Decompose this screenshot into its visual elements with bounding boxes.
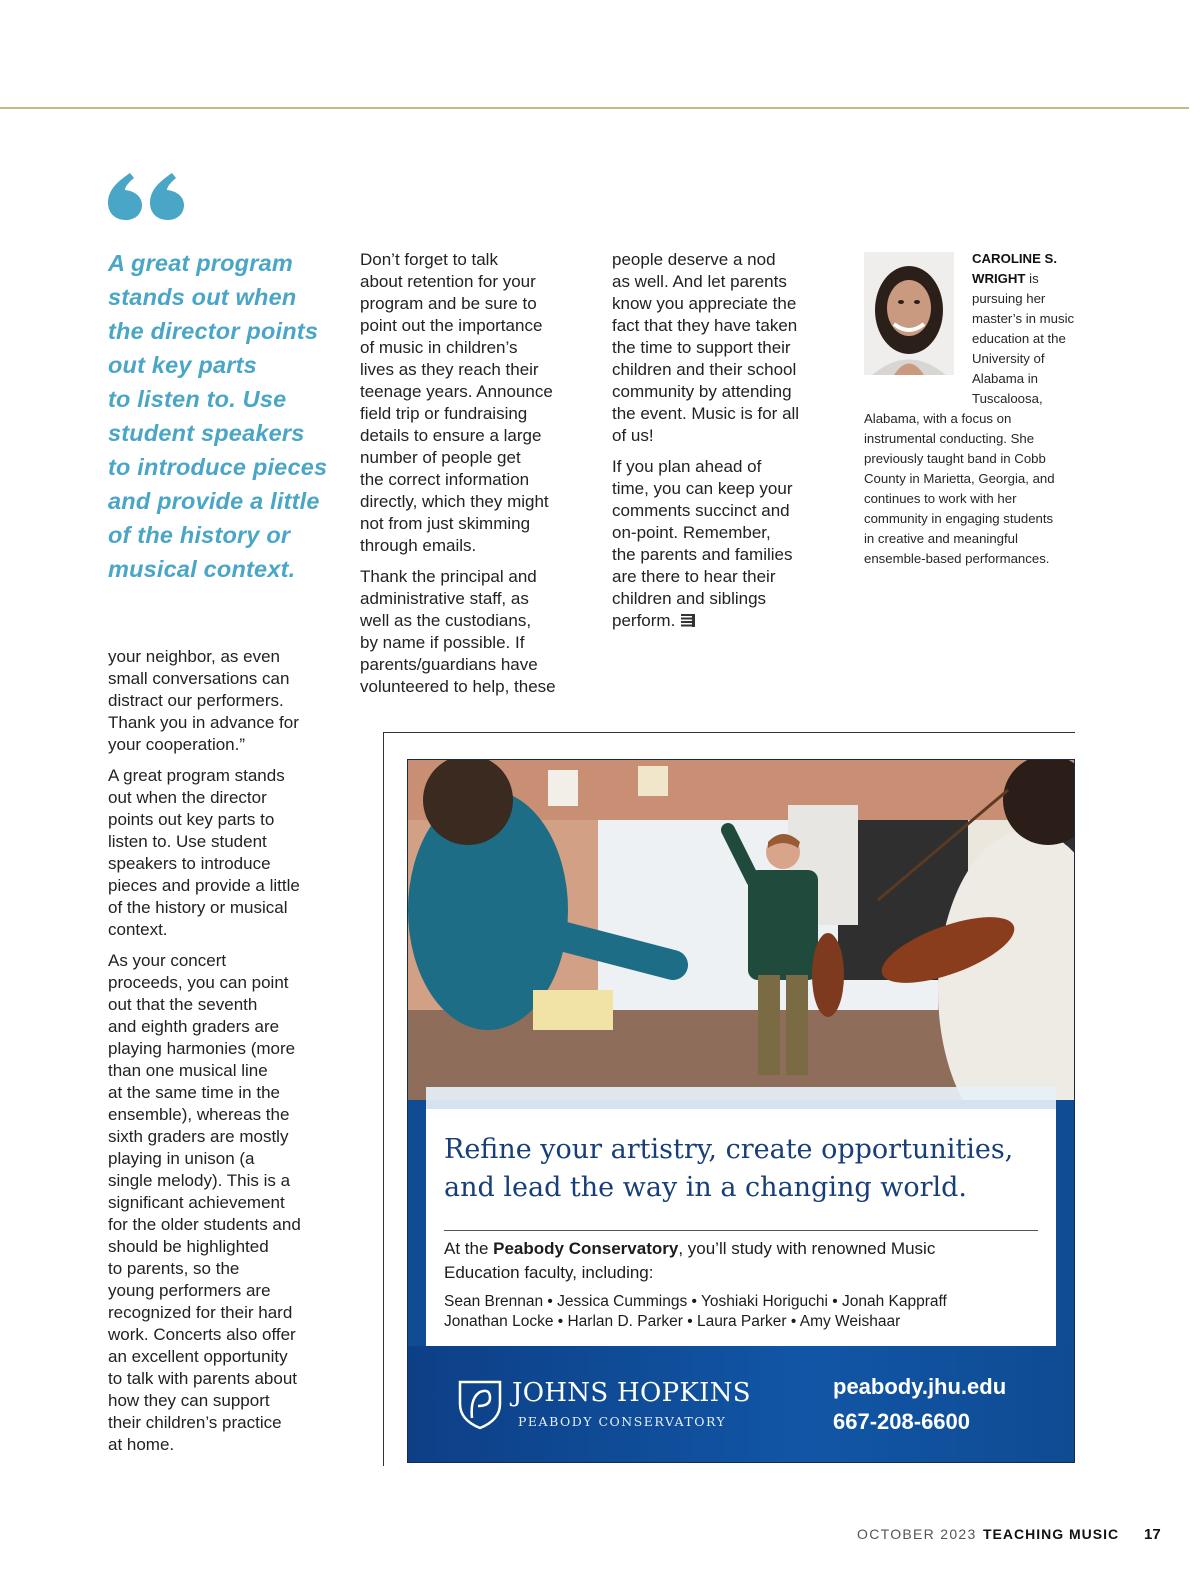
pull-quote-line: out key parts	[108, 352, 257, 378]
pull-quote	[108, 246, 340, 586]
text-line: field trip or fundraising	[360, 404, 528, 423]
paragraph	[108, 765, 343, 941]
text-line: the correct information	[360, 470, 530, 489]
text-line: playing in unison (a	[108, 1149, 255, 1168]
article-column-3	[612, 249, 852, 641]
bio-line: community in engaging students	[864, 511, 1054, 526]
text-line: proceeds, you can point	[108, 973, 289, 992]
text-line: A great program stands	[108, 766, 285, 785]
bio-line: Alabama in	[972, 371, 1038, 386]
text-line: point out the importance	[360, 316, 543, 335]
author-bio-bottom	[864, 409, 1094, 569]
bio-line: University of	[972, 351, 1045, 366]
author-name: CAROLINE S.	[972, 251, 1057, 266]
paragraph	[108, 646, 343, 756]
end-of-article-icon	[681, 614, 695, 627]
text-line: Don’t forget to talk	[360, 250, 498, 269]
text-line: teenage years. Announce	[360, 382, 553, 401]
author-photo	[864, 252, 954, 375]
bio-line: pursuing her	[972, 291, 1046, 306]
pull-quote-line: stands out when	[108, 284, 297, 310]
text-line: to talk with parents about	[108, 1369, 298, 1388]
text-line: of music in children’s	[360, 338, 518, 357]
ad-headline	[444, 1131, 1044, 1207]
text-line: how they can support	[108, 1391, 270, 1410]
text-line: As your concert	[108, 951, 227, 970]
pull-quote-line: to introduce pieces	[108, 454, 328, 480]
pull-quote-line: and provide a little	[108, 488, 320, 514]
text-line: recognized for their hard	[108, 1303, 293, 1322]
text-line: If you plan ahead of	[612, 457, 762, 476]
text-line: volunteered to help, these	[360, 677, 556, 696]
text-line: lives as they reach their	[360, 360, 539, 379]
text-end: perform.	[612, 611, 676, 630]
bio-line: ensemble-based performances.	[864, 551, 1050, 566]
ad-headline-line: and lead the way in a changing world.	[444, 1172, 968, 1203]
text-line: people deserve a nod	[612, 250, 776, 269]
page-number: 17	[1144, 1526, 1161, 1543]
ad-frame-rule	[383, 732, 1075, 733]
paragraph	[612, 456, 852, 632]
faculty-line: Jonathan Locke • Harlan D. Parker • Laura Parker • Amy Weishaar	[444, 1313, 901, 1330]
text-line: by name if possible. If	[360, 633, 525, 652]
bio-line: County in Marietta, Georgia, and	[864, 471, 1055, 486]
text-line: on-point. Remember,	[612, 523, 771, 542]
text-line: your neighbor, as even	[108, 647, 281, 666]
author-name: WRIGHT is	[972, 271, 1039, 286]
text-line: are there to hear their	[612, 567, 776, 586]
text-line: pieces and provide a little	[108, 876, 300, 895]
text-line: significant achievement	[108, 1193, 285, 1212]
pull-quote-line: to listen to. Use	[108, 386, 287, 412]
text-line: work. Concerts also offer	[108, 1325, 296, 1344]
text-line: points out key parts to	[108, 810, 275, 829]
text-line: your cooperation.”	[108, 735, 246, 754]
article-column-1	[108, 646, 343, 1465]
text-line: number of people get	[360, 448, 521, 467]
author-bio-top	[972, 249, 1092, 409]
text-line: comments succinct and	[612, 501, 790, 520]
article-column-2	[360, 249, 595, 707]
issue-date: OCTOBER 2023	[857, 1526, 977, 1542]
text-line: administrative staff, as	[360, 589, 529, 608]
text-line: about retention for your	[360, 272, 536, 291]
ad-website-link[interactable]: peabody.jhu.edu	[833, 1374, 1007, 1399]
ad-headline-line: Refine your artistry, create opportunities,	[444, 1134, 1014, 1165]
pull-quote-line: musical context.	[108, 556, 296, 582]
text-line: fact that they have taken	[612, 316, 798, 335]
text-line: at the same time in the	[108, 1083, 280, 1102]
pull-quote-line: A great program	[108, 250, 293, 276]
text-line: their children’s practice	[108, 1413, 282, 1432]
text-line: sixth graders are mostly	[108, 1127, 289, 1146]
magazine-title: TEACHING MUSIC	[983, 1526, 1120, 1542]
bio-line: continues to work with her	[864, 491, 1017, 506]
bio-line: instrumental conducting. She	[864, 431, 1035, 446]
text-line: directly, which they might	[360, 492, 549, 511]
pull-quote-line: the director points	[108, 318, 319, 344]
ad-frame-rule	[383, 732, 384, 1466]
text-line: children and siblings	[612, 589, 767, 608]
bio-line: Alabama, with a focus on	[864, 411, 1012, 426]
text-line: time, you can keep your	[612, 479, 793, 498]
peabody-conservatory-wordmark: PEABODY CONSERVATORY	[518, 1414, 727, 1429]
text-line: the parents and families	[612, 545, 793, 564]
text-line: out when the director	[108, 788, 267, 807]
text-line: the event. Music is for all	[612, 404, 800, 423]
text-line: parents/guardians have	[360, 655, 538, 674]
text-line: to parents, so the	[108, 1259, 240, 1278]
paragraph	[108, 950, 343, 1456]
text-line: an excellent opportunity	[108, 1347, 288, 1366]
text-line: know you appreciate the	[612, 294, 797, 313]
text-line: playing harmonies (more	[108, 1039, 296, 1058]
text-line: through emails.	[360, 536, 477, 555]
text-line: as well. And let parents	[612, 272, 787, 291]
faculty-line: Sean Brennan • Jessica Cummings • Yoshiaki Horiguchi • Jonah Kappraff	[444, 1293, 947, 1310]
text-line: community by attending	[612, 382, 792, 401]
text-line: and eighth graders are	[108, 1017, 280, 1036]
author-portrait-image	[864, 252, 954, 375]
text-line: the time to support their	[612, 338, 791, 357]
ad-intro-line: At the Peabody Conservatory, you’ll study with renowned Music	[444, 1239, 936, 1258]
text-line: well as the custodians,	[360, 611, 532, 630]
text-line: Thank you in advance for	[108, 713, 299, 732]
ad-photo-band	[426, 1087, 1056, 1109]
bio-line: Tuscaloosa,	[972, 391, 1043, 406]
bio-line: education at the	[972, 331, 1066, 346]
text-line: details to ensure a large	[360, 426, 542, 445]
ad-divider	[444, 1230, 1038, 1231]
bio-line: master’s in music	[972, 311, 1075, 326]
peabody-advertisement[interactable]	[407, 759, 1075, 1463]
ad-footer-band	[408, 1346, 1074, 1462]
text-line: of the history or musical	[108, 898, 288, 917]
text-line: at home.	[108, 1435, 175, 1454]
text-line: young performers are	[108, 1281, 271, 1300]
johns-hopkins-wordmark: JOHNS HOPKINS	[512, 1378, 751, 1408]
pull-quote-line: of the history or	[108, 522, 291, 548]
paragraph	[612, 249, 852, 447]
text-line: Thank the principal and	[360, 567, 537, 586]
ad-intro	[444, 1237, 1038, 1285]
ad-intro-line: Education faculty, including:	[444, 1263, 654, 1282]
text-line: program and be sure to	[360, 294, 537, 313]
text-line: out that the seventh	[108, 995, 258, 1014]
ad-photo-orchestra-rehearsal	[408, 760, 1074, 1100]
bio-line: previously taught band in Cobb	[864, 451, 1046, 466]
text-line: distract our performers.	[108, 691, 284, 710]
text-line: single melody). This is a	[108, 1171, 291, 1190]
quotation-mark-icon	[106, 170, 188, 220]
paragraph	[360, 566, 595, 698]
text-line: should be highlighted	[108, 1237, 269, 1256]
bio-line: in creative and meaningful	[864, 531, 1018, 546]
text-line: context.	[108, 920, 168, 939]
ad-faculty-list	[444, 1292, 1044, 1332]
text-line: listen to. Use student	[108, 832, 267, 851]
text-line: ensemble), whereas the	[108, 1105, 290, 1124]
ad-phone-number[interactable]: 667-208-6600	[833, 1409, 971, 1434]
text-line: of us!	[612, 426, 654, 445]
ad-text-card	[426, 1109, 1056, 1346]
pull-quote-line: student speakers	[108, 420, 305, 446]
paragraph	[360, 249, 595, 557]
text-line: speakers to introduce	[108, 854, 271, 873]
text-line-last	[612, 610, 852, 632]
text-line: children and their school	[612, 360, 797, 379]
top-rule	[0, 107, 1189, 109]
peabody-name: Peabody Conservatory	[493, 1239, 679, 1258]
johns-hopkins-shield-icon	[456, 1378, 504, 1430]
text-line: for the older students and	[108, 1215, 301, 1234]
text-line: not from just skimming	[360, 514, 531, 533]
text-line: small conversations can	[108, 669, 290, 688]
text-line: than one musical line	[108, 1061, 268, 1080]
